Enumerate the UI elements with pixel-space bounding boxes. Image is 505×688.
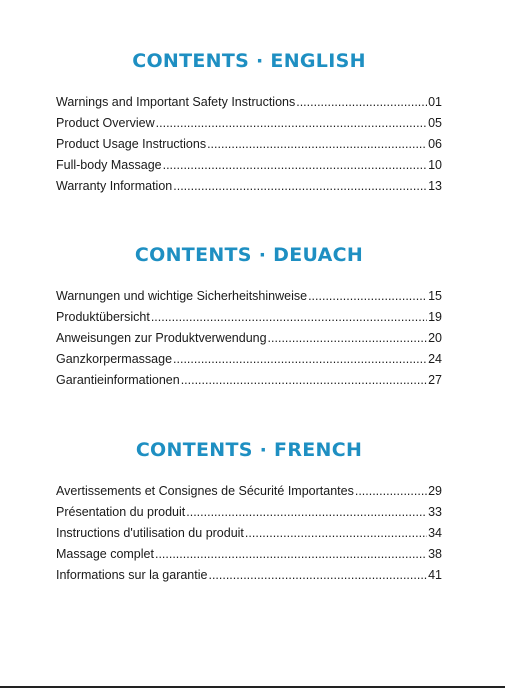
entry-label: Warnings and Important Safety Instructions [56,95,296,109]
entry-label: Avertissements et Consignes de Sécurité Importantes [56,484,354,498]
entries-list [56,286,442,391]
entry-page-number: 10 [428,158,442,172]
entry-page-number: 27 [428,373,442,387]
entry-label: Warnungen und wichtige Sicherheitshinweise [56,289,308,303]
entry-page-number: 05 [428,116,442,130]
section-title: CONTENTS · DEUACH [134,244,364,266]
toc-entry[interactable] [56,370,442,391]
contents-section-english [56,50,442,197]
toc-entry[interactable] [56,286,442,307]
entry-page-number: 01 [428,95,442,109]
dot-leader [355,481,427,502]
entry-page-number: 06 [428,137,442,151]
entry-page-number: 24 [428,352,442,366]
dot-leader [155,544,427,565]
toc-entry[interactable] [56,349,442,370]
toc-entry[interactable] [56,176,442,197]
entry-label: Warranty Information [56,179,173,193]
dot-leader [151,307,427,328]
dot-leader [181,370,427,391]
entry-page-number: 38 [428,547,442,561]
dot-leader [296,92,427,113]
toc-entry[interactable] [56,155,442,176]
entry-page-number: 34 [428,526,442,540]
dot-leader [163,155,427,176]
entry-label: Anweisungen zur Produktverwendung [56,331,267,345]
dot-leader [173,176,427,197]
entry-page-number: 20 [428,331,442,345]
entry-label: Informations sur la garantie [56,568,208,582]
entries-list [56,481,442,586]
toc-entry[interactable] [56,523,442,544]
toc-entry[interactable] [56,113,442,134]
entry-label: Full-body Massage [56,158,162,172]
dot-leader [207,134,427,155]
entry-page-number: 41 [428,568,442,582]
entry-label: Garantieinformationen [56,373,180,387]
dot-leader [208,565,427,586]
entry-label: Product Usage Instructions [56,137,207,151]
dot-leader [268,328,428,349]
section-title: CONTENTS · ENGLISH [132,50,366,72]
entry-page-number: 13 [428,179,442,193]
entry-page-number: 29 [428,484,442,498]
dot-leader [245,523,427,544]
entry-label: Produktübersicht [56,310,150,324]
toc-entry[interactable] [56,502,442,523]
entry-label: Massage complet [56,547,154,561]
dot-leader [173,349,427,370]
toc-entry[interactable] [56,328,442,349]
toc-entry[interactable] [56,92,442,113]
dot-leader [156,113,427,134]
entry-label: Product Overview [56,116,155,130]
entries-list [56,92,442,197]
toc-entry[interactable] [56,565,442,586]
toc-entry[interactable] [56,134,442,155]
dot-leader [308,286,427,307]
contents-section-french [56,439,442,586]
toc-entry[interactable] [56,481,442,502]
toc-entry[interactable] [56,544,442,565]
section-title: CONTENTS · FRENCH [135,439,363,461]
entry-label: Instructions d'utilisation du produit [56,526,244,540]
toc-entry[interactable] [56,307,442,328]
entry-label: Ganzkorpermassage [56,352,173,366]
entry-label: Présentation du produit [56,505,186,519]
dot-leader [186,502,427,523]
contents-section-german [56,244,442,391]
entry-page-number: 19 [428,310,442,324]
entry-page-number: 33 [428,505,442,519]
entry-page-number: 15 [428,289,442,303]
